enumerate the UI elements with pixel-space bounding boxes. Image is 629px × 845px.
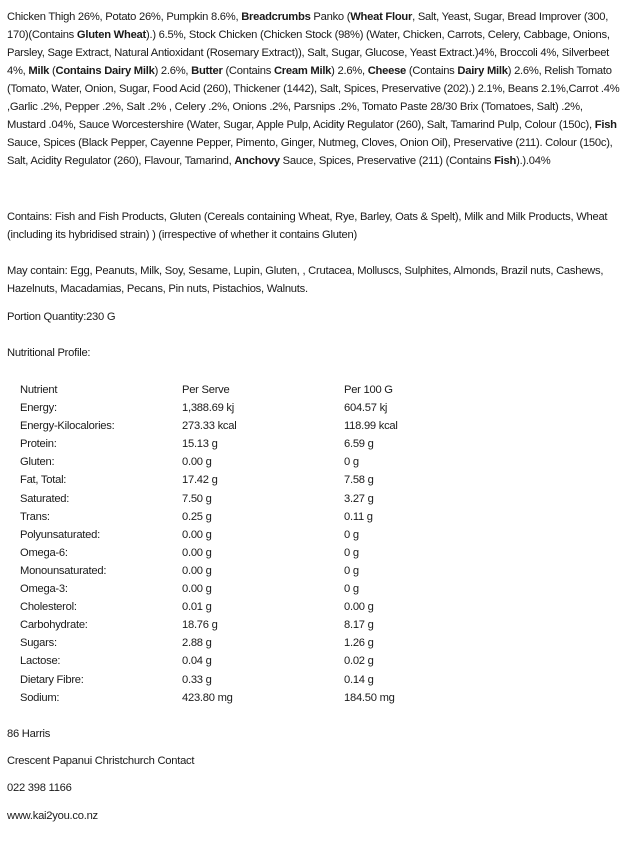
cell-per-serve: 2.88 g xyxy=(182,637,212,650)
cell-nutrient: Protein: xyxy=(20,438,57,451)
cell-per-100g: 0 g xyxy=(344,456,359,469)
cell-per-serve: 0.00 g xyxy=(182,456,212,469)
nutrition-row xyxy=(20,616,444,634)
allergen-contains: Contains: Fish and Fish Products, Gluten (Cereals containing Wheat, Rye, Barley, Oats & Spelt), Milk and Milk Products, Wheat (including its hybridised strain) ) (irrespective of whether it contains Gluten) xyxy=(7,211,608,241)
nutrition-row xyxy=(20,435,444,453)
cell-nutrient: Monounsaturated: xyxy=(20,564,107,577)
cell-per-serve: 17.42 g xyxy=(182,474,218,487)
cell-per-serve: 15.13 g xyxy=(182,438,218,451)
cell-per-100g: 6.59 g xyxy=(344,438,374,451)
ingredient-segment: (Contains xyxy=(406,65,458,77)
cell-per-100g: 8.17 g xyxy=(344,619,374,632)
cell-nutrient: Carbohydrate: xyxy=(20,619,88,632)
nutrition-row xyxy=(20,399,444,417)
cell-nutrient: Fat, Total: xyxy=(20,474,67,487)
nutrition-heading: Nutritional Profile: xyxy=(7,347,91,359)
nutrition-row xyxy=(20,490,444,508)
ingredient-segment: Chicken Thigh 26%, Potato 26%, Pumpkin 8.6%, xyxy=(7,11,242,23)
cell-per-serve: 18.76 g xyxy=(182,619,218,632)
cell-nutrient: Omega-3: xyxy=(20,583,68,596)
cell-per-serve: 423.80 mg xyxy=(182,691,233,704)
cell-per-100g: 0.02 g xyxy=(344,655,374,668)
cell-nutrient: Trans: xyxy=(20,510,50,523)
portion-quantity: Portion Quantity:230 G xyxy=(7,311,116,323)
cell-nutrient: Dietary Fibre: xyxy=(20,673,84,686)
nutrition-row xyxy=(20,453,444,471)
ingredient-bold-segment: Fish xyxy=(494,155,517,167)
ingredient-segment: ( xyxy=(49,65,56,77)
ingredient-segment: ) 2.6%, xyxy=(154,65,192,77)
nutrition-table xyxy=(20,381,444,707)
cell-per-100g: 604.57 kj xyxy=(344,402,388,415)
nutrition-row xyxy=(20,689,444,707)
nutrition-row xyxy=(20,562,444,580)
cell-per-100g: 0.14 g xyxy=(344,673,374,686)
cell-per-serve: 0.04 g xyxy=(182,655,212,668)
ingredient-bold-segment: Wheat Flour xyxy=(350,11,413,23)
ingredients-list xyxy=(7,8,622,170)
cell-nutrient: Cholesterol: xyxy=(20,601,77,614)
ingredient-segment: Sauce, Spices (Black Pepper, Cayenne Pepper, Pimento, Ginger, Nutmeg, Cloves, Onion Oil), Preservative (211). Colour (150c), Salt, Acidity Regulator (260), Flavour, Tamarind, xyxy=(7,137,613,167)
cell-per-100g: 0.00 g xyxy=(344,601,374,614)
cell-per-100g: 1.26 g xyxy=(344,637,374,650)
cell-per-100g: 3.27 g xyxy=(344,492,374,505)
nutrition-row xyxy=(20,544,444,562)
ingredient-bold-segment: Gluten Wheat xyxy=(76,29,146,41)
header-per-100g: Per 100 G xyxy=(344,384,393,396)
cell-per-serve: 273.33 kcal xyxy=(182,420,237,433)
cell-per-serve: 0.01 g xyxy=(182,601,212,614)
ingredient-segment: ) 2.6%, xyxy=(331,65,368,77)
cell-nutrient: Sugars: xyxy=(20,637,57,650)
header-per-serve: Per Serve xyxy=(182,384,230,396)
address-line-2: Crescent Papanui Christchurch Contact xyxy=(7,755,195,767)
cell-per-serve: 1,388.69 kj xyxy=(182,402,234,415)
ingredient-bold-segment: Breadcrumbs xyxy=(241,11,311,23)
cell-nutrient: Energy: xyxy=(20,402,57,415)
cell-nutrient: Sodium: xyxy=(20,691,60,704)
cell-nutrient: Lactose: xyxy=(20,655,61,668)
ingredient-bold-segment: Cheese xyxy=(367,65,407,77)
nutrition-row xyxy=(20,580,444,598)
ingredient-segment: (Contains xyxy=(222,65,274,77)
cell-per-100g: 0 g xyxy=(344,583,359,596)
ingredient-segment: Sauce, Spices, Preservative (211) (Contains xyxy=(279,155,495,167)
cell-nutrient: Energy-Kilocalories: xyxy=(20,420,115,433)
cell-nutrient: Omega-6: xyxy=(20,546,68,559)
allergen-may-contain: May contain: Egg, Peanuts, Milk, Soy, Sesame, Lupin, Gluten, , Crutacea, Molluscs, Sulphites, Almonds, Brazil nuts, Cashews, Hazelnuts, Macadamias, Pecans, Pin nuts, Pistachios, Walnuts. xyxy=(7,265,604,295)
nutrition-row xyxy=(20,508,444,526)
cell-per-100g: 0 g xyxy=(344,564,359,577)
cell-per-serve: 7.50 g xyxy=(182,492,212,505)
cell-per-100g: 0 g xyxy=(344,546,359,559)
ingredient-bold-segment: Fish xyxy=(594,119,617,131)
cell-per-serve: 0.25 g xyxy=(182,510,212,523)
ingredient-bold-segment: Contains Dairy Milk xyxy=(55,65,155,77)
nutrition-header-row xyxy=(20,381,444,399)
ingredient-segment: , Salt, Yeast, Sugar, Bread Improver (300, 170)(Contains xyxy=(7,11,609,41)
address-line-1: 86 Harris xyxy=(7,728,51,740)
cell-per-serve: 0.00 g xyxy=(182,564,212,577)
header-nutrient: Nutrient xyxy=(20,384,58,396)
ingredient-bold-segment: Butter xyxy=(191,65,223,77)
cell-nutrient: Saturated: xyxy=(20,492,70,505)
cell-per-serve: 0.00 g xyxy=(182,528,212,541)
cell-per-100g: 118.99 kcal xyxy=(344,420,398,433)
nutrition-row xyxy=(20,634,444,652)
cell-per-serve: 0.33 g xyxy=(182,673,212,686)
ingredient-bold-segment: Anchovy xyxy=(234,155,280,167)
ingredient-bold-segment: Milk xyxy=(28,65,50,77)
ingredient-segment: ).).04% xyxy=(516,155,551,167)
nutrition-row xyxy=(20,652,444,670)
website-link[interactable]: www.kai2you.co.nz xyxy=(7,810,98,822)
ingredient-bold-segment: Dairy Milk xyxy=(457,65,508,77)
nutrition-row xyxy=(20,671,444,689)
cell-per-serve: 0.00 g xyxy=(182,546,212,559)
cell-per-100g: 7.58 g xyxy=(344,474,374,487)
cell-per-serve: 0.00 g xyxy=(182,583,212,596)
nutrition-row xyxy=(20,598,444,616)
ingredient-bold-segment: Cream Milk xyxy=(273,65,332,77)
cell-nutrient: Gluten: xyxy=(20,456,55,469)
ingredient-segment: Panko ( xyxy=(310,11,351,23)
nutrition-row xyxy=(20,471,444,489)
nutrition-row xyxy=(20,526,444,544)
ingredient-segment: ).) 6.5%, Stock Chicken (Chicken Stock (98%) (Water, Chicken, Carrots, Celery, Cabbage, Onions, Parsley, Sage Extract, Natural Antioxidant (Rosemary Extract)), Salt, Sugar, Glucose, Yeast Extract.)4%, Broccoli 4%, Silverbeet 4%, xyxy=(7,29,610,77)
cell-per-100g: 0.11 g xyxy=(344,510,373,523)
cell-nutrient: Polyunsaturated: xyxy=(20,528,100,541)
nutrition-row xyxy=(20,417,444,435)
contact-phone: 022 398 1166 xyxy=(7,782,72,794)
ingredient-segment: ) 2.6%, Relish Tomato (Tomato, Water, Onion, Sugar, Food Acid (260), Thickener (1442), Salt, Spices, Preservative (202).) 2.1%, Beans 2.1%,Carrot .4% ,Garlic .2%, Pepper .2%, Salt .2% , Celery .2%, Onions .2%, Parsnips .2%, Tomato Paste 28/30 Brix (Tomatoes, Salt) .2%, Mustard .04%, Sauce Worcestershire (Water, Sugar, Apple Pulp, Acidity Regulator (260), Salt, Tamarind Pulp, Colour (150c), xyxy=(7,65,620,131)
cell-per-100g: 0 g xyxy=(344,528,359,541)
cell-per-100g: 184.50 mg xyxy=(344,691,395,704)
